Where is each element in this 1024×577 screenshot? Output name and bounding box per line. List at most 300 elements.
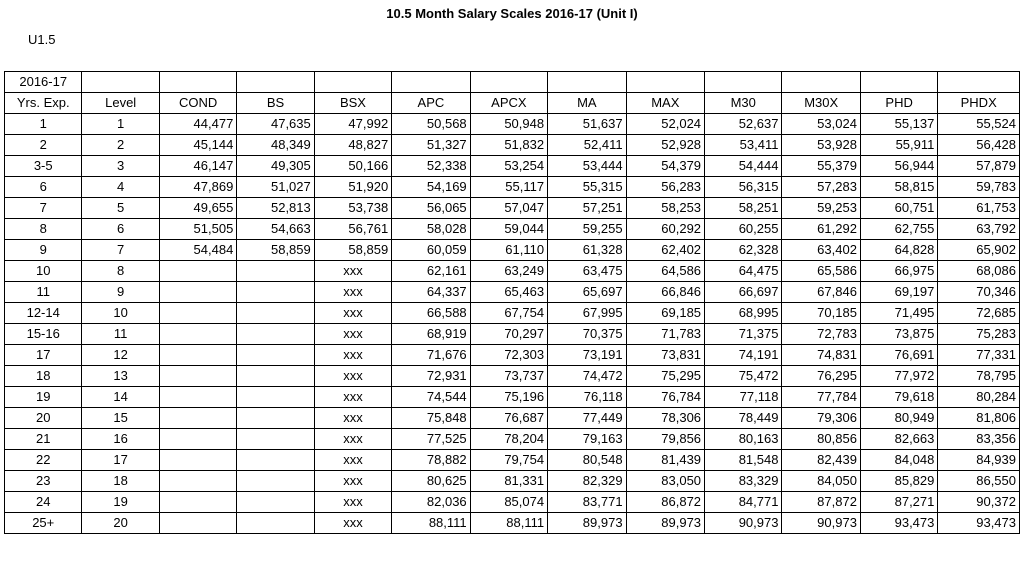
years-cell: 18 <box>5 366 82 387</box>
salary-cell: 68,086 <box>938 261 1020 282</box>
salary-cell: 77,784 <box>782 387 860 408</box>
salary-cell: 84,048 <box>860 450 937 471</box>
level-cell: 13 <box>82 366 159 387</box>
salary-cell: xxx <box>314 387 391 408</box>
salary-cell <box>159 450 236 471</box>
salary-cell: 62,328 <box>705 240 782 261</box>
salary-cell: 64,586 <box>626 261 704 282</box>
salary-cell <box>237 303 314 324</box>
salary-cell <box>237 282 314 303</box>
salary-cell: 89,973 <box>626 513 704 534</box>
salary-cell: 87,872 <box>782 492 860 513</box>
unit-code: U1.5 <box>28 32 56 47</box>
salary-cell: 81,548 <box>705 450 782 471</box>
salary-cell: 55,315 <box>548 177 626 198</box>
table-row <box>5 135 1020 156</box>
salary-cell: 87,271 <box>860 492 937 513</box>
salary-cell: 73,191 <box>548 345 626 366</box>
salary-cell <box>159 282 236 303</box>
salary-cell: 57,283 <box>782 177 860 198</box>
salary-cell: xxx <box>314 366 391 387</box>
column-header: M30X <box>782 93 860 114</box>
level-cell: 7 <box>82 240 159 261</box>
empty-cell <box>314 72 391 93</box>
salary-cell: 76,687 <box>470 408 547 429</box>
salary-cell: 61,753 <box>938 198 1020 219</box>
salary-cell: xxx <box>314 324 391 345</box>
salary-cell: xxx <box>314 513 391 534</box>
salary-cell <box>237 471 314 492</box>
salary-cell: 64,828 <box>860 240 937 261</box>
salary-cell: 88,111 <box>392 513 470 534</box>
salary-cell: 51,920 <box>314 177 391 198</box>
salary-cell: 57,047 <box>470 198 547 219</box>
salary-cell: 78,306 <box>626 408 704 429</box>
salary-cell: 51,637 <box>548 114 626 135</box>
level-cell: 1 <box>82 114 159 135</box>
years-cell: 12-14 <box>5 303 82 324</box>
salary-cell: 55,379 <box>782 156 860 177</box>
header-row <box>5 93 1020 114</box>
salary-cell: xxx <box>314 303 391 324</box>
salary-cell: 65,586 <box>782 261 860 282</box>
column-header: MA <box>548 93 626 114</box>
salary-cell: xxx <box>314 282 391 303</box>
column-header: Level <box>82 93 159 114</box>
salary-cell: 78,882 <box>392 450 470 471</box>
years-cell: 22 <box>5 450 82 471</box>
salary-cell: 90,973 <box>705 513 782 534</box>
empty-cell <box>938 72 1020 93</box>
salary-cell: 52,024 <box>626 114 704 135</box>
empty-cell <box>782 72 860 93</box>
salary-cell <box>237 513 314 534</box>
level-cell: 10 <box>82 303 159 324</box>
salary-cell: 53,928 <box>782 135 860 156</box>
empty-cell <box>470 72 547 93</box>
salary-cell: 75,295 <box>626 366 704 387</box>
salary-cell: 82,439 <box>782 450 860 471</box>
years-cell: 24 <box>5 492 82 513</box>
years-cell: 1 <box>5 114 82 135</box>
salary-cell: 55,137 <box>860 114 937 135</box>
salary-cell: 70,185 <box>782 303 860 324</box>
table-row <box>5 513 1020 534</box>
column-header: Yrs. Exp. <box>5 93 82 114</box>
empty-cell <box>626 72 704 93</box>
salary-cell: 86,872 <box>626 492 704 513</box>
salary-cell <box>237 324 314 345</box>
salary-cell <box>159 366 236 387</box>
level-cell: 4 <box>82 177 159 198</box>
salary-cell <box>237 366 314 387</box>
level-cell: 8 <box>82 261 159 282</box>
salary-cell: 47,635 <box>237 114 314 135</box>
salary-cell: 71,676 <box>392 345 470 366</box>
salary-cell: 86,550 <box>938 471 1020 492</box>
salary-cell: 65,902 <box>938 240 1020 261</box>
salary-cell: 68,919 <box>392 324 470 345</box>
salary-cell: 53,738 <box>314 198 391 219</box>
salary-cell: 90,973 <box>782 513 860 534</box>
salary-cell: 54,484 <box>159 240 236 261</box>
column-header: BS <box>237 93 314 114</box>
page-title: 10.5 Month Salary Scales 2016-17 (Unit I) <box>386 6 638 21</box>
salary-cell: 56,428 <box>938 135 1020 156</box>
empty-cell <box>392 72 470 93</box>
salary-cell: 72,931 <box>392 366 470 387</box>
salary-cell: 50,948 <box>470 114 547 135</box>
salary-cell: 62,402 <box>626 240 704 261</box>
salary-cell: 48,827 <box>314 135 391 156</box>
salary-cell: 83,050 <box>626 471 704 492</box>
salary-cell: 77,525 <box>392 429 470 450</box>
salary-cell: 70,346 <box>938 282 1020 303</box>
salary-cell: 75,848 <box>392 408 470 429</box>
years-cell: 20 <box>5 408 82 429</box>
salary-cell: 54,379 <box>626 156 704 177</box>
salary-cell: 77,972 <box>860 366 937 387</box>
salary-cell: 78,204 <box>470 429 547 450</box>
salary-cell: 63,249 <box>470 261 547 282</box>
column-header: COND <box>159 93 236 114</box>
salary-cell: xxx <box>314 429 391 450</box>
salary-cell: 62,755 <box>860 219 937 240</box>
salary-cell: 59,253 <box>782 198 860 219</box>
years-cell: 11 <box>5 282 82 303</box>
salary-cell: 77,331 <box>938 345 1020 366</box>
salary-cell: 59,783 <box>938 177 1020 198</box>
salary-cell: 72,783 <box>782 324 860 345</box>
salary-cell: xxx <box>314 345 391 366</box>
table-body <box>5 72 1020 534</box>
salary-cell: 65,697 <box>548 282 626 303</box>
years-cell: 9 <box>5 240 82 261</box>
table-row <box>5 198 1020 219</box>
salary-cell: 73,737 <box>470 366 547 387</box>
years-cell: 17 <box>5 345 82 366</box>
salary-cell: 83,771 <box>548 492 626 513</box>
salary-cell <box>237 387 314 408</box>
salary-cell: 62,161 <box>392 261 470 282</box>
level-cell: 5 <box>82 198 159 219</box>
level-cell: 15 <box>82 408 159 429</box>
salary-cell <box>159 303 236 324</box>
salary-cell: xxx <box>314 471 391 492</box>
column-header: M30 <box>705 93 782 114</box>
salary-cell: 56,315 <box>705 177 782 198</box>
salary-cell: 66,975 <box>860 261 937 282</box>
salary-cell: 83,329 <box>705 471 782 492</box>
salary-cell: 64,337 <box>392 282 470 303</box>
salary-cell: 68,995 <box>705 303 782 324</box>
level-cell: 11 <box>82 324 159 345</box>
table-row <box>5 177 1020 198</box>
salary-cell: 66,846 <box>626 282 704 303</box>
salary-cell: 81,331 <box>470 471 547 492</box>
salary-cell: 75,472 <box>705 366 782 387</box>
salary-cell: 57,879 <box>938 156 1020 177</box>
salary-cell: 79,618 <box>860 387 937 408</box>
years-cell: 10 <box>5 261 82 282</box>
salary-cell: xxx <box>314 450 391 471</box>
salary-cell: 76,118 <box>548 387 626 408</box>
salary-cell: 50,568 <box>392 114 470 135</box>
salary-cell: 54,444 <box>705 156 782 177</box>
salary-cell: 46,147 <box>159 156 236 177</box>
salary-cell: 63,792 <box>938 219 1020 240</box>
salary-cell: 51,505 <box>159 219 236 240</box>
salary-cell: 58,815 <box>860 177 937 198</box>
table-row <box>5 492 1020 513</box>
salary-cell: 75,283 <box>938 324 1020 345</box>
salary-cell: 53,444 <box>548 156 626 177</box>
column-header: PHDX <box>938 93 1020 114</box>
level-cell: 19 <box>82 492 159 513</box>
salary-cell <box>237 408 314 429</box>
salary-cell: 71,495 <box>860 303 937 324</box>
salary-cell <box>159 513 236 534</box>
salary-cell: 80,284 <box>938 387 1020 408</box>
salary-cell: 82,329 <box>548 471 626 492</box>
table-row <box>5 261 1020 282</box>
level-cell: 16 <box>82 429 159 450</box>
table-row <box>5 282 1020 303</box>
salary-cell: 61,328 <box>548 240 626 261</box>
salary-cell: 52,928 <box>626 135 704 156</box>
salary-cell: 90,372 <box>938 492 1020 513</box>
salary-cell <box>159 471 236 492</box>
table-row <box>5 450 1020 471</box>
salary-cell: 54,169 <box>392 177 470 198</box>
salary-cell: xxx <box>314 492 391 513</box>
salary-cell: 84,771 <box>705 492 782 513</box>
salary-cell: 58,028 <box>392 219 470 240</box>
table-row <box>5 366 1020 387</box>
years-cell: 3-5 <box>5 156 82 177</box>
table-row <box>5 240 1020 261</box>
salary-cell <box>159 261 236 282</box>
salary-cell: 52,637 <box>705 114 782 135</box>
table-row <box>5 114 1020 135</box>
salary-cell: 74,472 <box>548 366 626 387</box>
year-label: 2016-17 <box>5 72 82 93</box>
salary-cell: 79,163 <box>548 429 626 450</box>
salary-cell: 74,831 <box>782 345 860 366</box>
salary-cell: 81,439 <box>626 450 704 471</box>
column-header: PHD <box>860 93 937 114</box>
salary-cell: 49,305 <box>237 156 314 177</box>
years-cell: 23 <box>5 471 82 492</box>
salary-cell: 50,166 <box>314 156 391 177</box>
salary-cell: 84,050 <box>782 471 860 492</box>
salary-cell: 59,044 <box>470 219 547 240</box>
salary-cell: 64,475 <box>705 261 782 282</box>
column-header: APC <box>392 93 470 114</box>
salary-cell: 79,856 <box>626 429 704 450</box>
salary-cell: 83,356 <box>938 429 1020 450</box>
salary-cell: 56,944 <box>860 156 937 177</box>
salary-cell: 76,295 <box>782 366 860 387</box>
salary-cell: 67,846 <box>782 282 860 303</box>
salary-cell: 58,859 <box>237 240 314 261</box>
year-row <box>5 72 1020 93</box>
years-cell: 7 <box>5 198 82 219</box>
years-cell: 8 <box>5 219 82 240</box>
salary-cell: 60,292 <box>626 219 704 240</box>
salary-cell <box>159 387 236 408</box>
salary-cell <box>159 408 236 429</box>
salary-cell: 52,338 <box>392 156 470 177</box>
salary-cell: 79,306 <box>782 408 860 429</box>
salary-cell: 80,163 <box>705 429 782 450</box>
salary-cell: 69,197 <box>860 282 937 303</box>
salary-cell: 58,253 <box>626 198 704 219</box>
salary-cell: 58,859 <box>314 240 391 261</box>
table-row <box>5 471 1020 492</box>
salary-cell: 70,297 <box>470 324 547 345</box>
salary-cell: 53,024 <box>782 114 860 135</box>
years-cell: 2 <box>5 135 82 156</box>
level-cell: 2 <box>82 135 159 156</box>
salary-cell: 66,588 <box>392 303 470 324</box>
salary-cell <box>237 429 314 450</box>
salary-cell <box>237 450 314 471</box>
level-cell: 9 <box>82 282 159 303</box>
salary-cell: 89,973 <box>548 513 626 534</box>
level-cell: 6 <box>82 219 159 240</box>
salary-cell: 85,829 <box>860 471 937 492</box>
salary-cell <box>159 492 236 513</box>
salary-cell: 77,118 <box>705 387 782 408</box>
salary-cell: 51,327 <box>392 135 470 156</box>
salary-cell <box>237 492 314 513</box>
salary-cell: 57,251 <box>548 198 626 219</box>
salary-cell: 72,303 <box>470 345 547 366</box>
salary-cell: 51,832 <box>470 135 547 156</box>
salary-cell: 76,784 <box>626 387 704 408</box>
salary-cell: 93,473 <box>860 513 937 534</box>
salary-cell: 84,939 <box>938 450 1020 471</box>
salary-cell: 56,761 <box>314 219 391 240</box>
salary-cell: 71,783 <box>626 324 704 345</box>
salary-cell: 80,548 <box>548 450 626 471</box>
salary-cell: 55,117 <box>470 177 547 198</box>
salary-cell: 55,911 <box>860 135 937 156</box>
level-cell: 3 <box>82 156 159 177</box>
salary-cell: 45,144 <box>159 135 236 156</box>
salary-cell: 73,875 <box>860 324 937 345</box>
empty-cell <box>82 72 159 93</box>
years-cell: 15-16 <box>5 324 82 345</box>
years-cell: 6 <box>5 177 82 198</box>
salary-cell: 53,254 <box>470 156 547 177</box>
salary-cell: 60,255 <box>705 219 782 240</box>
salary-cell: 67,995 <box>548 303 626 324</box>
salary-cell: 70,375 <box>548 324 626 345</box>
table-row <box>5 429 1020 450</box>
salary-cell: 80,856 <box>782 429 860 450</box>
salary-cell: 80,625 <box>392 471 470 492</box>
salary-cell <box>237 261 314 282</box>
salary-cell <box>159 429 236 450</box>
column-header: MAX <box>626 93 704 114</box>
salary-cell: 61,292 <box>782 219 860 240</box>
salary-cell: 63,475 <box>548 261 626 282</box>
years-cell: 21 <box>5 429 82 450</box>
salary-cell: 71,375 <box>705 324 782 345</box>
salary-cell: 72,685 <box>938 303 1020 324</box>
salary-cell: 60,751 <box>860 198 937 219</box>
salary-cell: 78,795 <box>938 366 1020 387</box>
salary-cell <box>159 345 236 366</box>
table-row <box>5 408 1020 429</box>
salary-cell: 78,449 <box>705 408 782 429</box>
empty-cell <box>237 72 314 93</box>
level-cell: 18 <box>82 471 159 492</box>
table-row <box>5 219 1020 240</box>
level-cell: 14 <box>82 387 159 408</box>
salary-cell: 49,655 <box>159 198 236 219</box>
salary-cell: 56,065 <box>392 198 470 219</box>
salary-cell: 73,831 <box>626 345 704 366</box>
years-cell: 25+ <box>5 513 82 534</box>
salary-cell <box>159 324 236 345</box>
salary-cell: 67,754 <box>470 303 547 324</box>
salary-cell: 47,869 <box>159 177 236 198</box>
salary-scale-table <box>4 71 1020 534</box>
table-row <box>5 345 1020 366</box>
table-row <box>5 324 1020 345</box>
salary-cell: 58,251 <box>705 198 782 219</box>
salary-cell: 48,349 <box>237 135 314 156</box>
salary-cell: 54,663 <box>237 219 314 240</box>
salary-cell: 61,110 <box>470 240 547 261</box>
salary-cell: 53,411 <box>705 135 782 156</box>
salary-cell: 52,411 <box>548 135 626 156</box>
table-row <box>5 156 1020 177</box>
level-cell: 12 <box>82 345 159 366</box>
salary-cell: xxx <box>314 408 391 429</box>
salary-cell: 75,196 <box>470 387 547 408</box>
empty-cell <box>860 72 937 93</box>
salary-cell: 85,074 <box>470 492 547 513</box>
salary-cell: 60,059 <box>392 240 470 261</box>
salary-cell: 66,697 <box>705 282 782 303</box>
salary-cell: 82,663 <box>860 429 937 450</box>
salary-cell: 80,949 <box>860 408 937 429</box>
salary-cell: 74,191 <box>705 345 782 366</box>
salary-cell: 47,992 <box>314 114 391 135</box>
salary-cell: 69,185 <box>626 303 704 324</box>
salary-cell: 81,806 <box>938 408 1020 429</box>
salary-cell: 76,691 <box>860 345 937 366</box>
level-cell: 17 <box>82 450 159 471</box>
column-header: APCX <box>470 93 547 114</box>
salary-cell: 52,813 <box>237 198 314 219</box>
salary-cell: 51,027 <box>237 177 314 198</box>
salary-cell: 59,255 <box>548 219 626 240</box>
salary-cell: 88,111 <box>470 513 547 534</box>
empty-cell <box>159 72 236 93</box>
salary-cell: 93,473 <box>938 513 1020 534</box>
column-header: BSX <box>314 93 391 114</box>
salary-cell: 79,754 <box>470 450 547 471</box>
salary-cell: 44,477 <box>159 114 236 135</box>
salary-cell: 55,524 <box>938 114 1020 135</box>
empty-cell <box>548 72 626 93</box>
salary-cell: 74,544 <box>392 387 470 408</box>
